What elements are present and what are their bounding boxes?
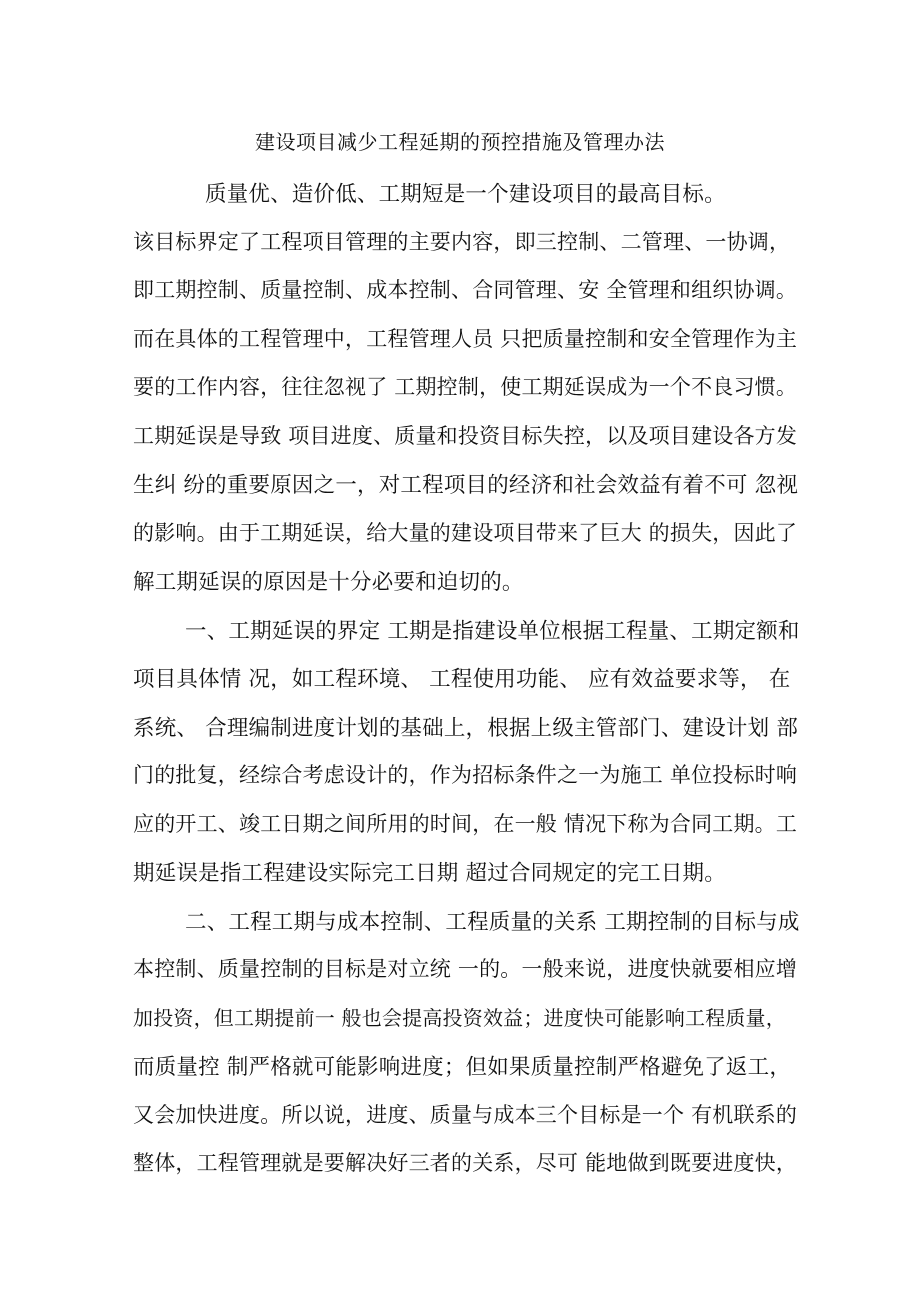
document-title: 建设项目减少工程延期的预控措施及管理办法 <box>255 130 665 154</box>
paragraph-line: 二、工程工期与成本控制、工程质量的关系 工期控制的目标与成 <box>185 910 800 935</box>
paragraph-line: 应的开工、竣工日期之间所用的时间，在一般 情况下称为合同工期。工 <box>133 812 798 836</box>
paragraph-line: 门的批复，经综合考虑设计的，作为招标条件之一为施工 单位投标时响 <box>133 763 798 787</box>
paragraph-line: 本控制、质量控制的目标是对立统 一的。一般来说，进度快就要相应增 <box>133 957 798 981</box>
paragraph-line: 项目具体情 况，如工程环境、 工程使用功能、 应有效益要求等， 在 <box>133 667 791 692</box>
paragraph-line: 质量优、造价低、工期短是一个建设项目的最高目标。 <box>205 182 726 207</box>
paragraph-line: 解工期延误的原因是十分必要和迫切的。 <box>133 570 524 595</box>
paragraph-line: 一、工期延误的界定 工期是指建设单位根据工程量、工期定额和 <box>185 619 800 644</box>
paragraph-line: 的影响。由于工期延误，给大量的建设项目带来了巨大 的损失，因此了 <box>133 521 798 545</box>
paragraph-line: 加投资，但工期提前一 般也会提高投资效益；进度快可能影响工程质量， <box>133 1006 786 1030</box>
paragraph-line: 又会加快进度。所以说，进度、质量与成本三个目标是一个 有机联系的 <box>133 1103 798 1127</box>
paragraph-line: 生纠 纷的重要原因之一，对工程项目的经济和社会效益有着不可 忽视 <box>133 473 799 498</box>
paragraph-line: 要的工作内容，往往忽视了 工期控制，使工期延误成为一个不良习惯。 <box>133 375 798 399</box>
paragraph-line: 该目标界定了工程项目管理的主要内容，即三控制、二管理、一协调， <box>133 230 791 254</box>
paragraph-line: 而质量控 制严格就可能影响进度；但如果质量控制严格避免了返工， <box>133 1055 792 1080</box>
paragraph-line: 工期延误是导致 项目进度、质量和投资目标失控，以及项目建设各方发 <box>133 424 798 448</box>
paragraph-line: 系统、 合理编制进度计划的基础上，根据上级主管部门、建设计划 部 <box>133 716 799 741</box>
paragraph-line: 整体，工程管理就是要解决好三者的关系，尽可 能地做到既要进度快， <box>133 1151 798 1175</box>
paragraph-line: 即工期控制、质量控制、成本控制、合同管理、安 全管理和组织协调。 <box>133 278 798 302</box>
paragraph-line: 期延误是指工程建设实际完工日期 超过合同规定的完工日期。 <box>133 861 726 886</box>
paragraph-line: 而在具体的工程管理中，工程管理人员 只把质量控制和安全管理作为主 <box>133 327 798 351</box>
